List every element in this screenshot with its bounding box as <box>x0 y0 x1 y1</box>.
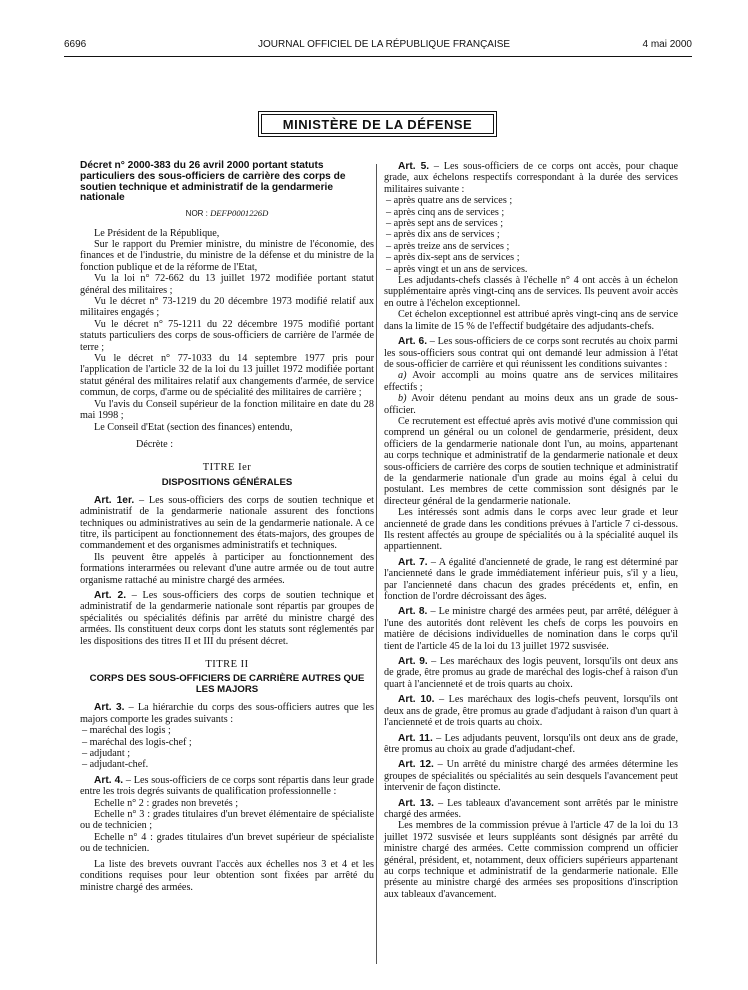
article-6 <box>384 336 678 370</box>
article-4-text: – Les sous-officiers de ce corps sont répartis dans leur grade entre les trois degrés suivants de qualification professionnelle : <box>80 774 374 798</box>
list-item: – après quatre ans de services ; <box>386 195 513 207</box>
article-9-label: Art. 9. <box>398 656 428 668</box>
article-6-label: Art. 6. <box>398 336 428 348</box>
item-text: Avoir accompli au moins quatre ans de services militaires effectifs ; <box>384 370 678 393</box>
list-item: – après treize ans de services ; <box>386 240 510 252</box>
article-1 <box>80 495 374 552</box>
article-2-text: – Les sous-officiers des corps de soutien technique et administratif de la gendarmerie nationale sont répartis par groupes de spécialités ou spécialités définis par arrêté du ministre chargé des armées. Ils constituent deux corps dont les statuts sont réglementés par les dispositions des titres II et III du présent décret. <box>80 589 375 647</box>
article-12-label: Art. 12. <box>398 759 434 771</box>
article-6-text: – Les sous-officiers de ce corps sont recrutés au choix parmi les sous-officiers sous contrat qui ont demandé leur admission à l'état de sous-officier de carrière et qui réunissent les conditions suivantes : <box>384 336 678 370</box>
item-text: Avoir détenu pendant au moins deux ans un grade de sous-officier. <box>384 393 678 416</box>
article-11-text: – Les adjudants peuvent, lorsqu'ils ont deux ans de grade, être promus au choix au grade d'adjudant-chef. <box>384 732 678 755</box>
nor-label: NOR : <box>185 209 208 219</box>
list-item <box>384 393 678 416</box>
article-10 <box>384 694 678 728</box>
list-item: – après cinq ans de services ; <box>386 206 505 218</box>
list-item: Echelle n° 4 : grades titulaires d'un brevet supérieur de spécialiste ou de technicien. <box>80 831 374 855</box>
list-item: – après dix ans de services ; <box>386 229 500 241</box>
article-13-label: Art. 13. <box>398 797 435 809</box>
article-9-text: – Les maréchaux des logis peuvent, lorsqu'ils ont deux ans de grade, être promus au grade de maréchal des logis-chef à raison d'un quart à l'ancienneté et de trois quarts au choix. <box>384 656 678 690</box>
article-11-label: Art. 11. <box>398 732 433 744</box>
article-6-paragraph: Ce recrutement est effectué après avis motivé d'une commission qui comprend un général ou un colonel de gendarmerie, président, deux officiers de la gendarmerie nationale dont l'un, au moins, appartenant au corps technique et administratif de la gendarmerie nationale et deux sous-officiers de carrière des corps de soutien technique et administratif de la gendarmerie nationale d'un grade au moins égal à celui du postulant. Les membres de cette commission sont désignés par le directeur général de la gendarmerie nationale. <box>384 415 678 507</box>
article-7-label: Art. 7. <box>398 556 428 568</box>
list-item: – adjudant-chef. <box>82 759 149 771</box>
preamble-line: Vu la loi n° 72-662 du 13 juillet 1972 modifiée portant statut général des militaires ; <box>80 273 374 296</box>
article-3-text: – La hiérarchie du corps des sous-officiers autres que les majors comporte les grades suivants : <box>80 702 374 725</box>
article-2 <box>80 590 374 647</box>
preamble-line: Vu le décret n° 73-1219 du 20 décembre 1973 modifié relatif aux militaires engagés ; <box>80 296 374 319</box>
list-item: – après vingt et un ans de services. <box>386 263 528 275</box>
titre-2-heading: CORPS DES SOUS-OFFICIERS DE CARRIÈRE AUTRES QUE LES MAJORS <box>89 673 365 696</box>
article-5-label: Art. 5. <box>398 161 430 172</box>
header-rule <box>64 56 692 57</box>
article-2-label: Art. 2. <box>94 589 127 601</box>
preamble-line: Vu le décret n° 75-1211 du 22 décembre 1975 modifié portant statuts particuliers des corps de sous-officiers de carrière de l'armée de terre ; <box>80 318 374 353</box>
article-4 <box>80 775 374 798</box>
article-3-label: Art. 3. <box>94 702 125 714</box>
article-1-label: Art. 1er. <box>94 494 135 506</box>
article-5-paragraph: Cet échelon exceptionnel est attribué après vingt-cinq ans de service dans la limite de 15 % de l'effectif budgétaire des adjudants-chefs. <box>384 309 678 332</box>
preamble-line: Le Président de la République, <box>94 227 220 239</box>
ministry-title: MINISTÈRE DE LA DÉFENSE <box>261 114 494 134</box>
column-divider <box>376 164 377 964</box>
article-8 <box>384 606 678 652</box>
article-4-paragraph: La liste des brevets ouvrant l'accès aux échelles nos 3 et 4 et les conditions requises pour leur obtention sont fixées par arrêté du ministre chargé des armées. <box>80 858 374 893</box>
list-item <box>384 370 678 393</box>
article-8-label: Art. 8. <box>398 606 428 618</box>
article-10-text: – Les maréchaux des logis-chefs peuvent, lorsqu'ils ont deux ans de grade, être promus au grade d'adjudant à raison d'un quart à l'ancienneté et de trois quarts au choix. <box>384 694 678 729</box>
preamble-line: Le Conseil d'Etat (section des finances) entendu, <box>94 421 293 433</box>
article-12 <box>384 759 678 793</box>
article-7 <box>384 557 678 603</box>
list-item: – adjudant ; <box>82 748 131 760</box>
preamble-line: Sur le rapport du Premier ministre, du ministre de l'économie, des finances et de l'industrie, du ministre de la défense et du ministre de la fonction publique et de la réforme de l'Etat, <box>80 239 374 273</box>
article-4-label: Art. 4. <box>94 774 124 786</box>
nor-code: DEFP0001226D <box>210 208 269 219</box>
list-item: Echelle n° 2 : grades non brevetés ; <box>94 797 239 809</box>
item-letter: a) <box>398 370 407 382</box>
list-item: – après sept ans de services ; <box>386 218 504 230</box>
article-5 <box>384 161 678 195</box>
titre-1-heading: DISPOSITIONS GÉNÉRALES <box>161 476 293 488</box>
preamble-line: Vu le décret n° 77-1033 du 14 septembre 1977 pris pour l'application de l'article 32 de la loi du 13 juillet 1972 modifiée portant statut général des militaires relatif aux changements d'armée, de service commun, de corps, d'arme ou de spécialité des militaires de carrière ; <box>80 353 374 399</box>
article-5-paragraph: Les adjudants-chefs classés à l'échelle n° 4 ont accès à un échelon supplémentaire après vingt-cinq ans de services. Ils peuvent avoir accès en outre à l'échelon exceptionnel. <box>384 275 678 309</box>
titre-1-label: TITRE Ier <box>202 462 252 474</box>
article-11 <box>384 733 678 756</box>
decrete: Décrète : <box>136 438 174 450</box>
article-9 <box>384 656 678 690</box>
article-13-text: – Les tableaux d'avancement sont arrêtés par le ministre chargé des armées. <box>384 797 678 820</box>
article-1-text: – Les sous-officiers des corps de soutien technique et administratif de la gendarmerie nationale assurent des fonctions techniques ou administratives au sein de la gendarmerie nationale. A ce titre, ils participent au fonctionnement des états-majors, des groupes de commandement et des organismes administratifs et techniques. <box>80 494 374 552</box>
left-column <box>80 161 374 893</box>
article-3 <box>80 702 374 725</box>
page-number: 6696 <box>64 39 87 50</box>
list-item: – maréchal des logis ; <box>82 725 171 737</box>
article-13-paragraph: Les membres de la commission prévue à l'article 47 de la loi du 13 juillet 1972 susvisée et leurs suppléants sont désignés par arrêté du ministre chargé des armées. Cette commission comprend un officier général, président, et, notamment, deux officiers supérieurs appartenant au corps technique et administratif de la gendarmerie nationale. Elle présente au ministre chargé des armées ses propositions d'inscription aux tableaux d'avancement. <box>384 820 678 900</box>
article-12-text: – Un arrêté du ministre chargé des armées détermine les groupes de spécialités ou spécialités au sein desquels l'avancement peut intervenir de façon distincte. <box>384 759 678 794</box>
issue-date: 4 mai 2000 <box>642 39 692 50</box>
article-1-paragraph: Ils peuvent être appelés à participer au fonctionnement des formations interarmées ou relevant d'une autre armée ou de tout autre organisme rattaché au ministre chargé des armées. <box>80 551 374 586</box>
article-13 <box>384 798 678 821</box>
preamble-line: Vu l'avis du Conseil supérieur de la fonction militaire en date du 28 mai 1998 ; <box>80 398 374 422</box>
article-6-paragraph: Les intéressés sont admis dans le corps avec leur grade et leur ancienneté de grade dans les conditions prévues à l'article 7 ci-dessous. Ils restent affectés au groupe de spécialités ou à la spécialité auquel ils appartiennent. <box>384 507 678 553</box>
item-letter: b) <box>398 393 407 405</box>
right-column <box>384 161 678 900</box>
ministry-box <box>258 111 497 137</box>
decree-title: Décret n° 2000-383 du 26 avril 2000 portant statuts particuliers des sous-officiers de carrière des corps de soutien technique et administratif de la gendarmerie nationale <box>80 160 346 204</box>
article-8-text: – Le ministre chargé des armées peut, par arrêté, déléguer à l'une des autorités dont relèvent les chefs de corps les pouvoirs en matière de décisions individuelles de nomination dans le corps qu'il tient de l'article 45 de la loi du 13 juillet 1972 susvisée. <box>384 606 679 652</box>
nor-reference <box>80 208 374 219</box>
list-item: – après dix-sept ans de services ; <box>386 252 520 264</box>
list-item: Echelle n° 3 : grades titulaires d'un brevet élémentaire de spécialiste ou de technicien ; <box>80 809 374 832</box>
page-header <box>64 39 692 53</box>
journal-title: JOURNAL OFFICIEL DE LA RÉPUBLIQUE FRANÇAISE <box>258 39 511 50</box>
titre-2-label: TITRE II <box>205 659 249 670</box>
article-7-text: – A égalité d'ancienneté de grade, le rang est déterminé par l'ancienneté dans le grade immédiatement inférieur puis, s'il y a lieu, par l'ancienneté dans chacun des grades précédents et, enfin, en fonction de l'ordre décroissant des âges. <box>384 556 679 603</box>
article-10-label: Art. 10. <box>398 694 435 706</box>
list-item: – maréchal des logis-chef ; <box>82 736 192 748</box>
article-5-text: – Les sous-officiers de ce corps ont accès, pour chaque grade, aux échelons respectifs correspondant à la durée des services militaires suivante : <box>384 161 678 195</box>
